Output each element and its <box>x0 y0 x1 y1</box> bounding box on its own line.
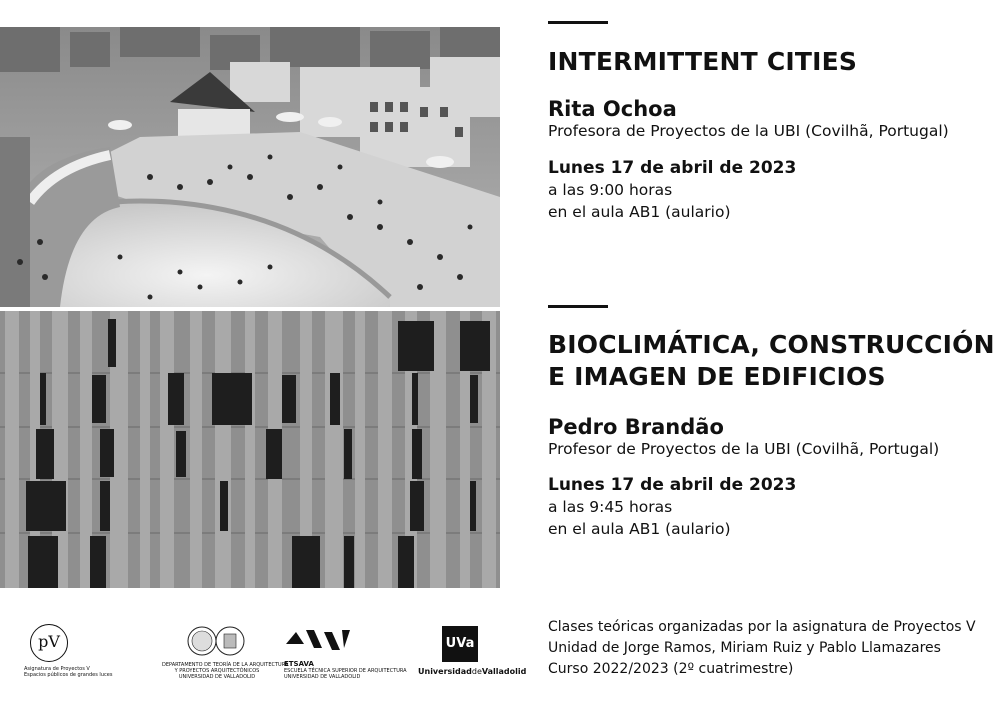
department-caption-1: DEPARTAMENTO DE TEORÍA DE LA ARQUITECTURA <box>162 662 289 668</box>
etsava-mark-icon <box>284 626 354 656</box>
talk-1-speaker: Rita Ochoa <box>548 97 677 121</box>
building-facade-photo <box>0 311 500 588</box>
pv-caption-1: Asignatura de Proyectos V <box>24 666 90 672</box>
footer-line-2: Unidad de Jorge Ramos, Miriam Ruiz y Pablo Llamazares <box>548 640 941 656</box>
talk-1-room: en el aula AB1 (aulario) <box>548 203 731 221</box>
pv-mark: pV <box>30 624 68 662</box>
talk-2-room: en el aula AB1 (aulario) <box>548 520 731 538</box>
uva-name: UniversidaddeValladolid <box>418 667 527 676</box>
talk-1-title: INTERMITTENT CITIES <box>548 47 858 76</box>
etsava-caption-1: ESCUELA TÉCNICA SUPERIOR DE ARQUITECTURA <box>284 668 407 674</box>
talk-2-time: a las 9:45 horas <box>548 498 673 516</box>
talk-1-time: a las 9:00 horas <box>548 181 673 199</box>
rooftop-pool-photo <box>0 27 500 307</box>
footer-line-3: Curso 2022/2023 (2º cuatrimestre) <box>548 661 794 677</box>
uva-logo <box>418 626 527 677</box>
uva-mark: UVa <box>442 626 478 662</box>
footer-line-1: Clases teóricas organizadas por la asignatura de Proyectos V <box>548 619 976 635</box>
talk-2-speaker: Pedro Brandão <box>548 415 724 439</box>
talk-1-role: Profesora de Proyectos de la UBI (Covilhã, Portugal) <box>548 122 949 140</box>
department-logo <box>162 624 289 680</box>
proyectos-v-logo <box>24 624 114 678</box>
etsava-logo <box>284 626 408 680</box>
talk-1-date: Lunes 17 de abril de 2023 <box>548 158 797 178</box>
section-divider <box>548 305 608 308</box>
section-divider <box>548 21 608 24</box>
department-caption-3: UNIVERSIDAD DE VALLADOLID <box>178 674 256 680</box>
etsava-name: ETSAVA <box>284 660 314 668</box>
talk-2-title: BIOCLIMÁTICA, CONSTRUCCIÓN E IMAGEN DE EDIFICIOS <box>548 330 995 391</box>
department-caption-2: Y PROYECTOS ARQUITECTÓNICOS <box>174 668 260 674</box>
etsava-caption-2: UNIVERSIDAD DE VALLADOLID <box>284 674 361 680</box>
talk-2-date: Lunes 17 de abril de 2023 <box>548 475 797 495</box>
university-seal-icon <box>162 624 272 658</box>
pv-caption-2: Espacios públicos de grandes luces <box>24 672 113 678</box>
talk-2-role: Profesor de Proyectos de la UBI (Covilhã, Portugal) <box>548 440 940 458</box>
